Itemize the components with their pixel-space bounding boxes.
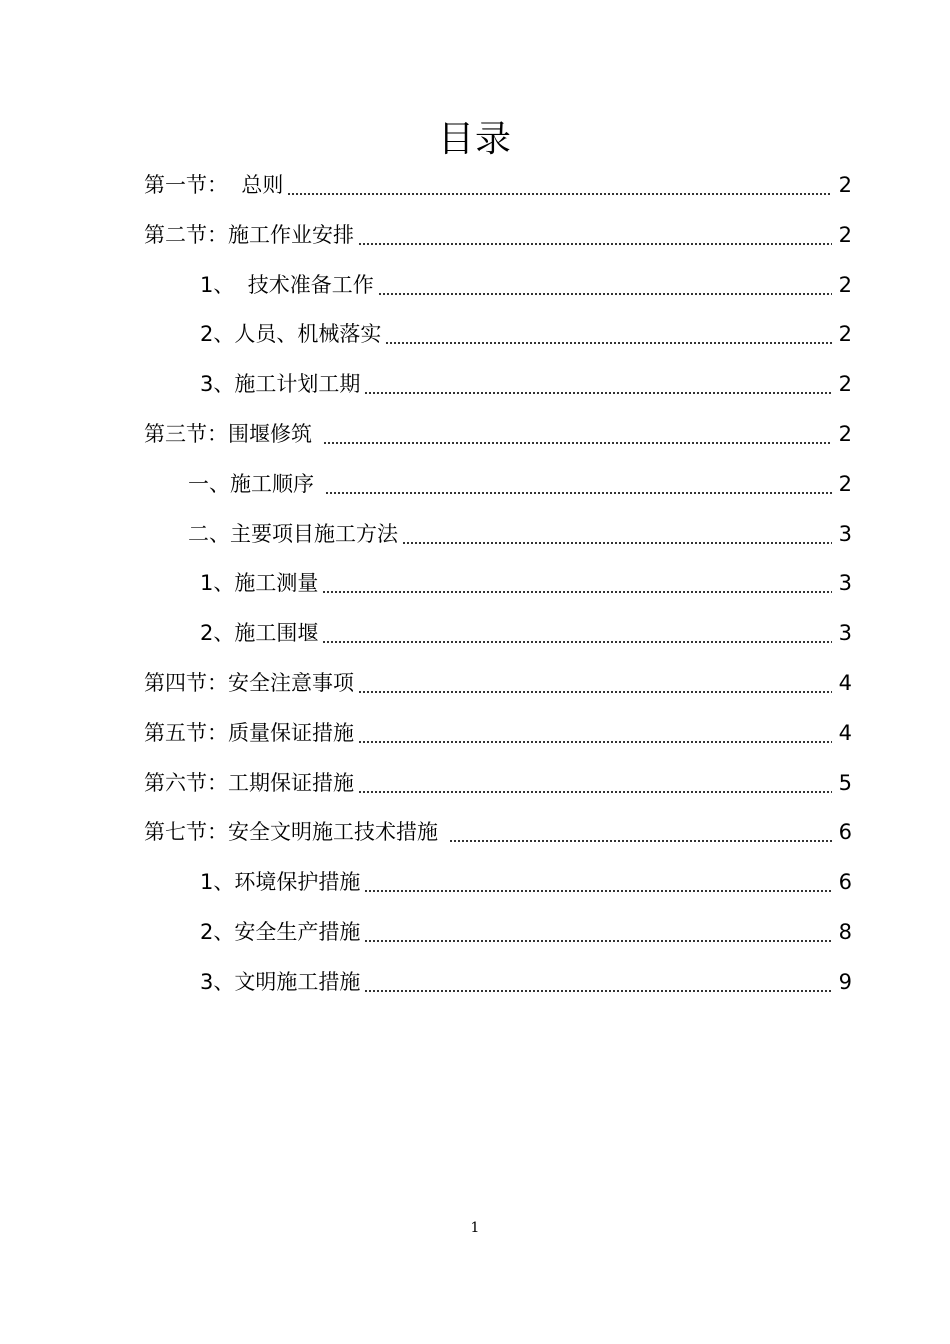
toc-entry[interactable] (200, 268, 852, 302)
toc-entry-page: 3 (838, 522, 852, 546)
toc-entry-label: 1、 技术准备工作 (200, 273, 374, 297)
toc-entry-label: 3、施工计划工期 (200, 372, 361, 396)
toc-entry-page: 3 (838, 621, 852, 645)
toc-entry[interactable] (200, 915, 852, 949)
toc-entry-label: 1、施工测量 (200, 571, 319, 595)
toc-dot-leader (449, 815, 832, 849)
toc-dot-leader (325, 467, 832, 501)
toc-entry-page: 6 (838, 820, 852, 844)
toc-entry[interactable] (144, 666, 852, 700)
toc-dot-leader (287, 168, 832, 202)
toc-entry-page: 3 (838, 571, 852, 595)
toc-entry-label: 第二节：施工作业安排 (144, 223, 354, 247)
toc-entry-page: 2 (838, 372, 852, 396)
toc-entry[interactable] (144, 168, 852, 202)
toc-entry[interactable] (144, 716, 852, 750)
toc-entry-label: 2、安全生产措施 (200, 920, 361, 944)
toc-dot-leader (364, 965, 832, 999)
toc-entry[interactable] (144, 218, 852, 252)
toc-dot-leader (364, 367, 832, 401)
toc-entry-page: 2 (838, 472, 852, 496)
toc-entry-label: 二、主要项目施工方法 (188, 522, 398, 546)
toc-dot-leader (364, 915, 832, 949)
toc-entry-page: 2 (838, 422, 852, 446)
toc-entry-page: 4 (838, 671, 852, 695)
toc-dot-leader (323, 417, 832, 451)
toc-entry-page: 8 (838, 920, 852, 944)
toc-entry[interactable] (200, 965, 852, 999)
toc-entry-page: 2 (838, 273, 852, 297)
toc-entry[interactable] (200, 865, 852, 899)
toc-dot-leader (322, 566, 832, 600)
toc-entry-label: 2、人员、机械落实 (200, 322, 382, 346)
toc-entry-label: 第五节：质量保证措施 (144, 721, 354, 745)
toc-entry-label: 第三节：围堰修筑 (144, 422, 319, 446)
toc-entry[interactable] (144, 417, 852, 451)
toc-entry-page: 2 (838, 173, 852, 197)
toc-entry-label: 3、文明施工措施 (200, 970, 361, 994)
toc-entry[interactable] (200, 367, 852, 401)
toc-entry[interactable] (144, 815, 852, 849)
toc-entry-page: 2 (838, 322, 852, 346)
page-title: 目录 (437, 119, 512, 161)
toc-dot-leader (358, 766, 832, 800)
toc-entry-page: 9 (838, 970, 852, 994)
toc-entry-label: 第一节： 总则 (144, 173, 284, 197)
toc-entry-label: 第七节：安全文明施工技术措施 (144, 820, 445, 844)
toc-entry-label: 第四节：安全注意事项 (144, 671, 354, 695)
toc-entry[interactable] (200, 616, 852, 650)
toc-dot-leader (322, 616, 832, 650)
toc-dot-leader (402, 517, 832, 551)
toc-entry[interactable] (200, 566, 852, 600)
toc-entry-label: 1、环境保护措施 (200, 870, 361, 894)
toc-entry-page: 2 (838, 223, 852, 247)
toc-entry[interactable] (144, 766, 852, 800)
toc-entry-page: 5 (838, 771, 852, 795)
toc-entry[interactable] (188, 467, 852, 501)
toc-dot-leader (364, 865, 832, 899)
toc-dot-leader (358, 666, 832, 700)
page-number: 1 (470, 1220, 480, 1236)
toc-entry-label: 2、施工围堰 (200, 621, 319, 645)
toc-entry-page: 6 (838, 870, 852, 894)
toc-entry-page: 4 (838, 721, 852, 745)
toc-dot-leader (378, 268, 832, 302)
toc-entry[interactable] (200, 317, 852, 351)
toc-entry[interactable] (188, 517, 852, 551)
toc-entry-label: 第六节：工期保证措施 (144, 771, 354, 795)
toc-dot-leader (358, 218, 832, 252)
toc-dot-leader (385, 317, 832, 351)
toc-entry-label: 一、施工顺序 (188, 472, 321, 496)
toc-dot-leader (358, 716, 832, 750)
